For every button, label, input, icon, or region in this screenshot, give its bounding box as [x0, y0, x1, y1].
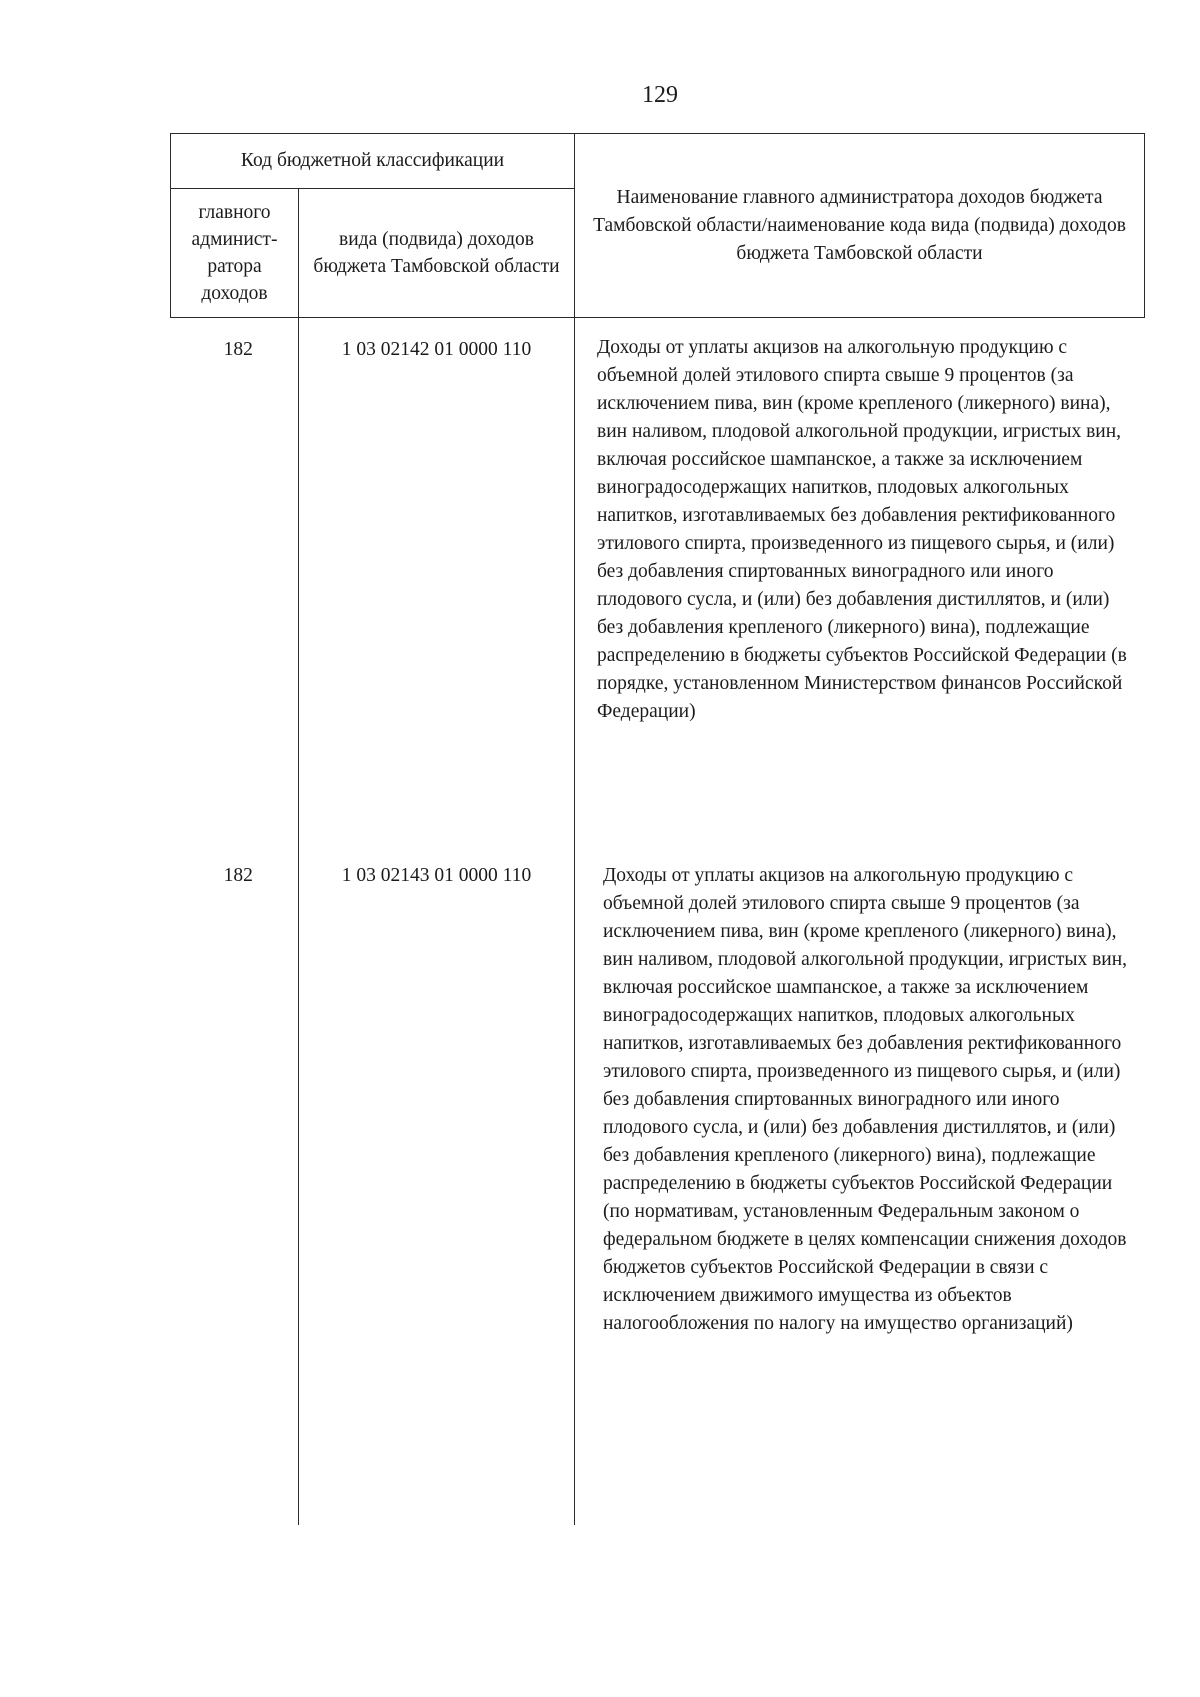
income-code-cell: 1 03 02142 01 0000 110 — [299, 318, 575, 855]
header-admin-code: главного админист-ратора доходов — [171, 189, 299, 318]
header-name: Наименование главного администратора доходов бюджета Тамбовской области/наименование кода вида (подвида) доходов бюджета Тамбовской области — [575, 134, 1145, 318]
table-row — [171, 318, 1145, 855]
admin-code-cell: 182 — [223, 865, 253, 886]
page-number: 129 — [642, 82, 678, 108]
income-code-cell: 1 03 02143 01 0000 110 — [299, 854, 575, 1525]
budget-classification-table — [170, 133, 1145, 1525]
table-row — [171, 854, 1145, 1525]
description-cell: Доходы от уплаты акцизов на алкогольную продукцию с объемной долей этилового спирта свыше 9 процентов (за исключением пива, вин (кроме крепленого (ликерного) вина), вин наливом, плодовой алкогольной продукции, игристых вин, включая российское шампанское, а также за исключением виноградосодержащих напитков, плодовых алкогольных напитков, изготавливаемых без добавления ректификованного этилового спирта, произведенного из пищевого сырья, и (или) без добавления спиртованных виноградного или иного плодового сусла, и (или) без добавления дистиллятов, и (или) без добавления крепленого (ликерного) вина), подлежащие распределению в бюджеты субъектов Российской Федерации (в порядке, установленном Министерством финансов Российской Федерации) — [575, 318, 1145, 855]
table-header — [171, 134, 1145, 318]
table-body — [171, 318, 1145, 1526]
admin-code-cell: 182 — [223, 339, 253, 360]
header-classification-code: Код бюджетной классификации — [171, 134, 575, 189]
header-income-type-code: вида (подвида) доходов бюджета Тамбовской области — [299, 189, 575, 318]
description-cell: Доходы от уплаты акцизов на алкогольную продукцию с объемной долей этилового спирта свыше 9 процентов (за исключением пива, вин (кроме крепленого (ликерного) вина), вин наливом, плодовой алкогольной продукции, игристых вин, включая российское шампанское, а также за исключением виноградосодержащих напитков, плодовых алкогольных напитков, изготавливаемых без добавления ректификованного этилового спирта, произведенного из пищевого сырья, и (или) без добавления спиртованных виноградного или иного плодового сусла, и (или) без добавления дистиллятов, и (или) без добавления крепленого (ликерного) вина), подлежащие распределению в бюджеты субъектов Российской Федерации (по нормативам, установленным Федеральным законом о федеральном бюджете в целях компенсации снижения доходов бюджетов субъектов Российской Федерации в связи с исключением движимого имущества из объектов налогообложения по налогу на имущество организаций) — [575, 854, 1145, 1525]
